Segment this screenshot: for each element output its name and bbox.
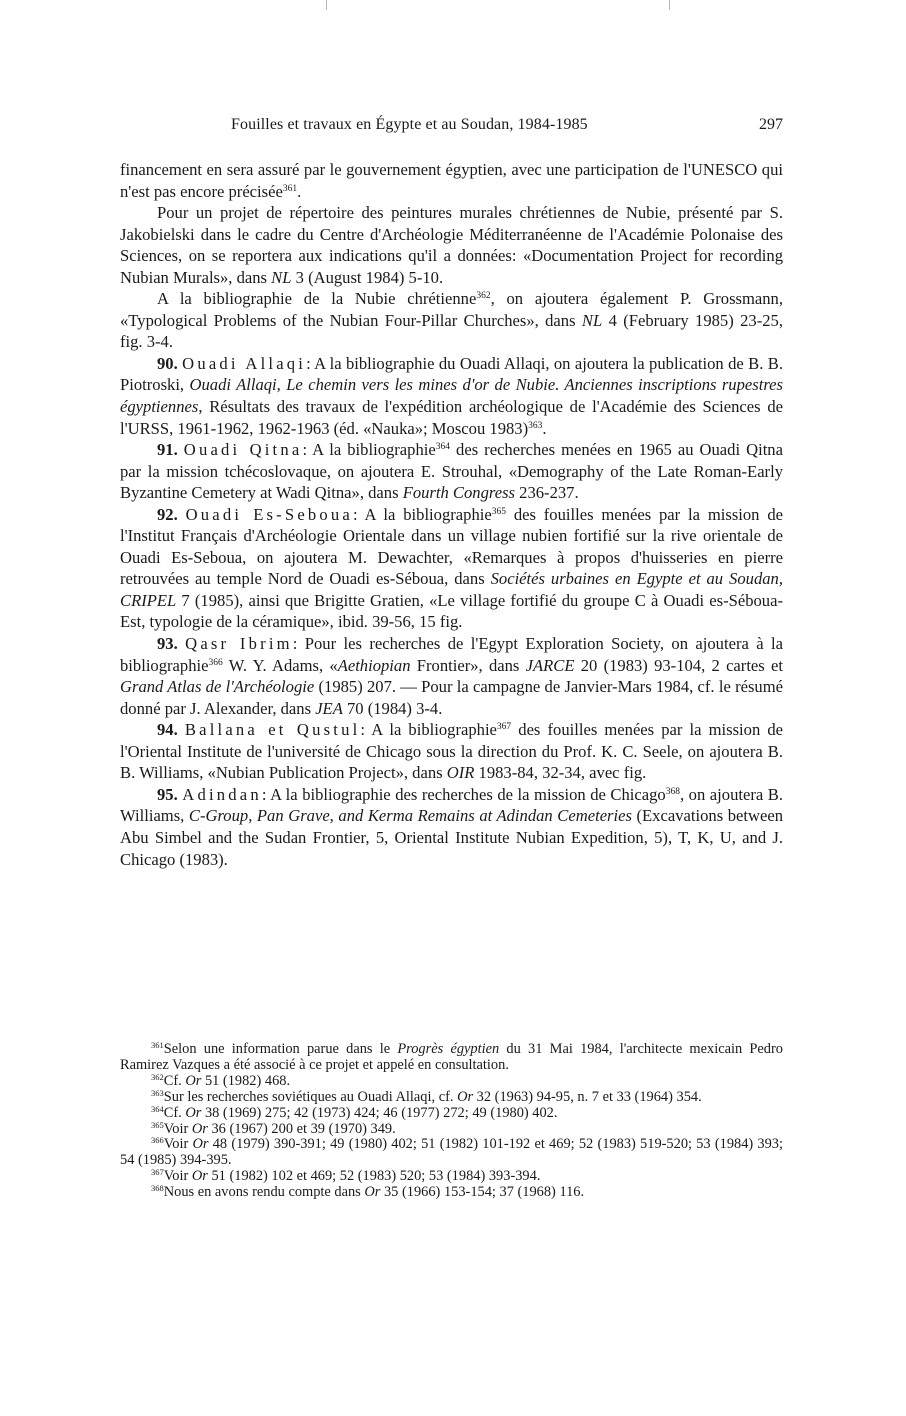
page-header: [120, 116, 783, 140]
section-93-qasr-ibrim: 93. Qasr Ibrim: Pour les recherches de l'Egypt Exploration Society, on ajoutera à la bibliographie$^{366}$ W. Y. Adams, «Aethiopian Frontier», dans JARCE 20 (1983) 93-104, 2 cartes et Grand Atlas de l'Archéologie (1985) 207. — Pour la campagne de Janvier-Mars 1984, cf. le résumé donné par J. Alexander, dans JEA 70 (1984) 3-4.: [120, 634, 783, 718]
footnote-number: 362: [151, 1071, 164, 1082]
footnote-364: $^{364}$Cf. Or 38 (1969) 275; 42 (1973) 424; 46 (1977) 272; 49 (1980) 402.: [151, 1103, 558, 1121]
footnote-ref[interactable]: 362: [476, 291, 491, 302]
footnote-368: $^{368}$Nous en avons rendu compte dans Or 35 (1966) 153-154; 37 (1968) 116.: [151, 1183, 585, 1201]
footnote-ref[interactable]: 363: [528, 420, 543, 431]
main-text: [120, 159, 783, 870]
footnote-number: 363: [151, 1087, 164, 1098]
site-name: Adindan: [182, 784, 262, 804]
scan-artifact-mark: [669, 0, 670, 10]
site-name: Ballana et Qustul: [184, 720, 361, 740]
section-number: 93.: [157, 634, 178, 654]
site-name: Ouadi Es-Seboua: [185, 504, 353, 524]
section-95-adindan: 95. Adindan: A la bibliographie des recherches de la mission de Chicago$^{368}$, on ajoutera B. Williams, C-Group, Pan Grave, and Kerma Remains at Adindan Cemeteries (Excavations between Abu Simbel and the Sudan Frontier, 5, Oriental Institute Nubian Expedition, 5), T, K, U, and J. Chicago (1983).: [120, 784, 783, 869]
running-title: Fouilles et travaux en Égypte et au Soudan, 1984-1985: [231, 116, 588, 133]
section-number: 95.: [157, 784, 178, 804]
page-number: 297: [759, 116, 783, 133]
footnote-ref[interactable]: 361: [282, 183, 298, 194]
site-name: Qasr Ibrim: [185, 634, 293, 654]
paragraph-nubian-murals: Pour un projet de répertoire des peintures murales chrétiennes de Nubie, présenté par S. Jakobielski dans le cadre du Centre d'Archéologie Méditerranéenne de l'Académie Polonaise des Sciences, on se reportera aux indications qu'il a données: «Documentation Project for recording Nubian Murals», dans NL 3 (August 1984) 5-10.: [120, 203, 783, 287]
section-number: 92.: [157, 504, 178, 524]
footnote-number: 368: [151, 1183, 164, 1194]
footnote-ref[interactable]: 364: [435, 442, 450, 453]
section-92-ouadi-es-seboua: 92. Ouadi Es-Seboua: A la bibliographie$^{365}$ des fouilles menées par la mission de l'Institut Français d'Archéologie Orientale dans un village nubien fortifié sur la rive orientale de Ouadi Es-Seboua, on ajoutera M. Dewachter, «Remarques à propos d'huisseries en pierre retrouvées au temple Nord de Ouadi es-Séboua, dans Sociétés urbaines en Egypte et au Soudan, CRIPEL 7 (1985), ainsi que Brigitte Gratien, «Le village fortifié du groupe C à Ouadi es-Séboua-Est, typologie de la céramique», ibid. 39-56, 15 fig.: [120, 504, 783, 632]
paragraph-christian-nubia: A la bibliographie de la Nubie chrétienne$^{362}$, on ajoutera également P. Grossmann, «Typological Problems of the Nubian Four-Pillar Churches», dans NL 4 (February 1985) 23-25, fig. 3-4.: [120, 289, 784, 352]
site-name: Ouadi Allaqi: [182, 353, 307, 373]
footnote-361: $^{361}$Selon une information parue dans le Progrès égyptien du 31 Mai 1984, l'architecte mexicain Pedro Ramirez Vazques a été associé à ce projet et appelé en consultation.: [120, 1040, 783, 1073]
footnote-367: $^{367}$Voir Or 51 (1982) 102 et 469; 52 (1983) 520; 53 (1984) 393-394.: [151, 1167, 541, 1185]
footnote-ref[interactable]: 366: [208, 657, 223, 668]
footnotes: [120, 1042, 783, 1201]
paragraph-continuation: financement en sera assuré par le gouvernement égyptien, avec une participation de l'UNESCO qui n'est pas encore précisée$^{361}$.: [120, 160, 783, 201]
section-94-ballana-et-qustul: 94. Ballana et Qustul: A la bibliographie$^{367}$ des fouilles menées par la mission de l'Oriental Institute de l'université de Chicago sous la direction du Prof. K. C. Seele, on ajoutera B. B. Williams, «Nubian Publication Project», dans OIR 1983-84, 32-34, avec fig.: [120, 720, 784, 783]
footnote-number: 361: [151, 1040, 164, 1050]
section-91-ouadi-qitna: 91. Ouadi Qitna: A la bibliographie$^{364}$ des recherches menées en 1965 au Ouadi Qitna par la mission tchécoslovaque, on ajoutera E. Strouhal, «Demography of the Late Roman-Early Byzantine Cemetery at Wadi Qitna», dans Fourth Congress 236-237.: [120, 440, 783, 503]
footnote-number: 367: [151, 1167, 164, 1178]
section-number: 91.: [157, 440, 178, 460]
section-90-ouadi-allaqi: 90. Ouadi Allaqi: A la bibliographie du Ouadi Allaqi, on ajoutera la publication de B. B. Piotroski, Ouadi Allaqi, Le chemin vers les mines d'or de Nubie. Anciennes inscriptions rupestres égyptiennes, Résultats des travaux de l'expédition archéologique de l'Académie des Sciences de l'URSS, 1961-1962, 1962-1963 (éd. «Nauka»; Moscou 1983)$^{363}$.: [120, 353, 784, 438]
footnote-ref[interactable]: 368: [665, 786, 680, 797]
footnote-362: $^{362}$Cf. Or 51 (1982) 468.: [151, 1071, 291, 1089]
section-number: 90.: [157, 353, 178, 373]
footnote-ref[interactable]: 367: [496, 722, 512, 733]
section-number: 94.: [157, 720, 178, 740]
footnote-number: 366: [151, 1135, 164, 1146]
footnote-number: 364: [151, 1103, 164, 1114]
footnote-363: $^{363}$Sur les recherches soviétiques au Ouadi Allaqi, cf. Or 32 (1963) 94-95, n. 7 et 33 (1964) 354.: [151, 1087, 702, 1105]
footnote-ref[interactable]: 365: [491, 506, 506, 517]
site-name: Ouadi Qitna: [183, 440, 303, 460]
footnote-365: $^{365}$Voir Or 36 (1967) 200 et 39 (1970) 349.: [151, 1119, 396, 1137]
footnote-number: 365: [151, 1119, 164, 1130]
footnote-366: $^{366}$Voir Or 48 (1979) 390-391; 49 (1980) 402; 51 (1982) 101-192 et 469; 52 (1983) 519-520; 53 (1984) 393; 54 (1985) 394-395.: [120, 1135, 784, 1169]
scan-artifact-mark: [326, 0, 327, 10]
